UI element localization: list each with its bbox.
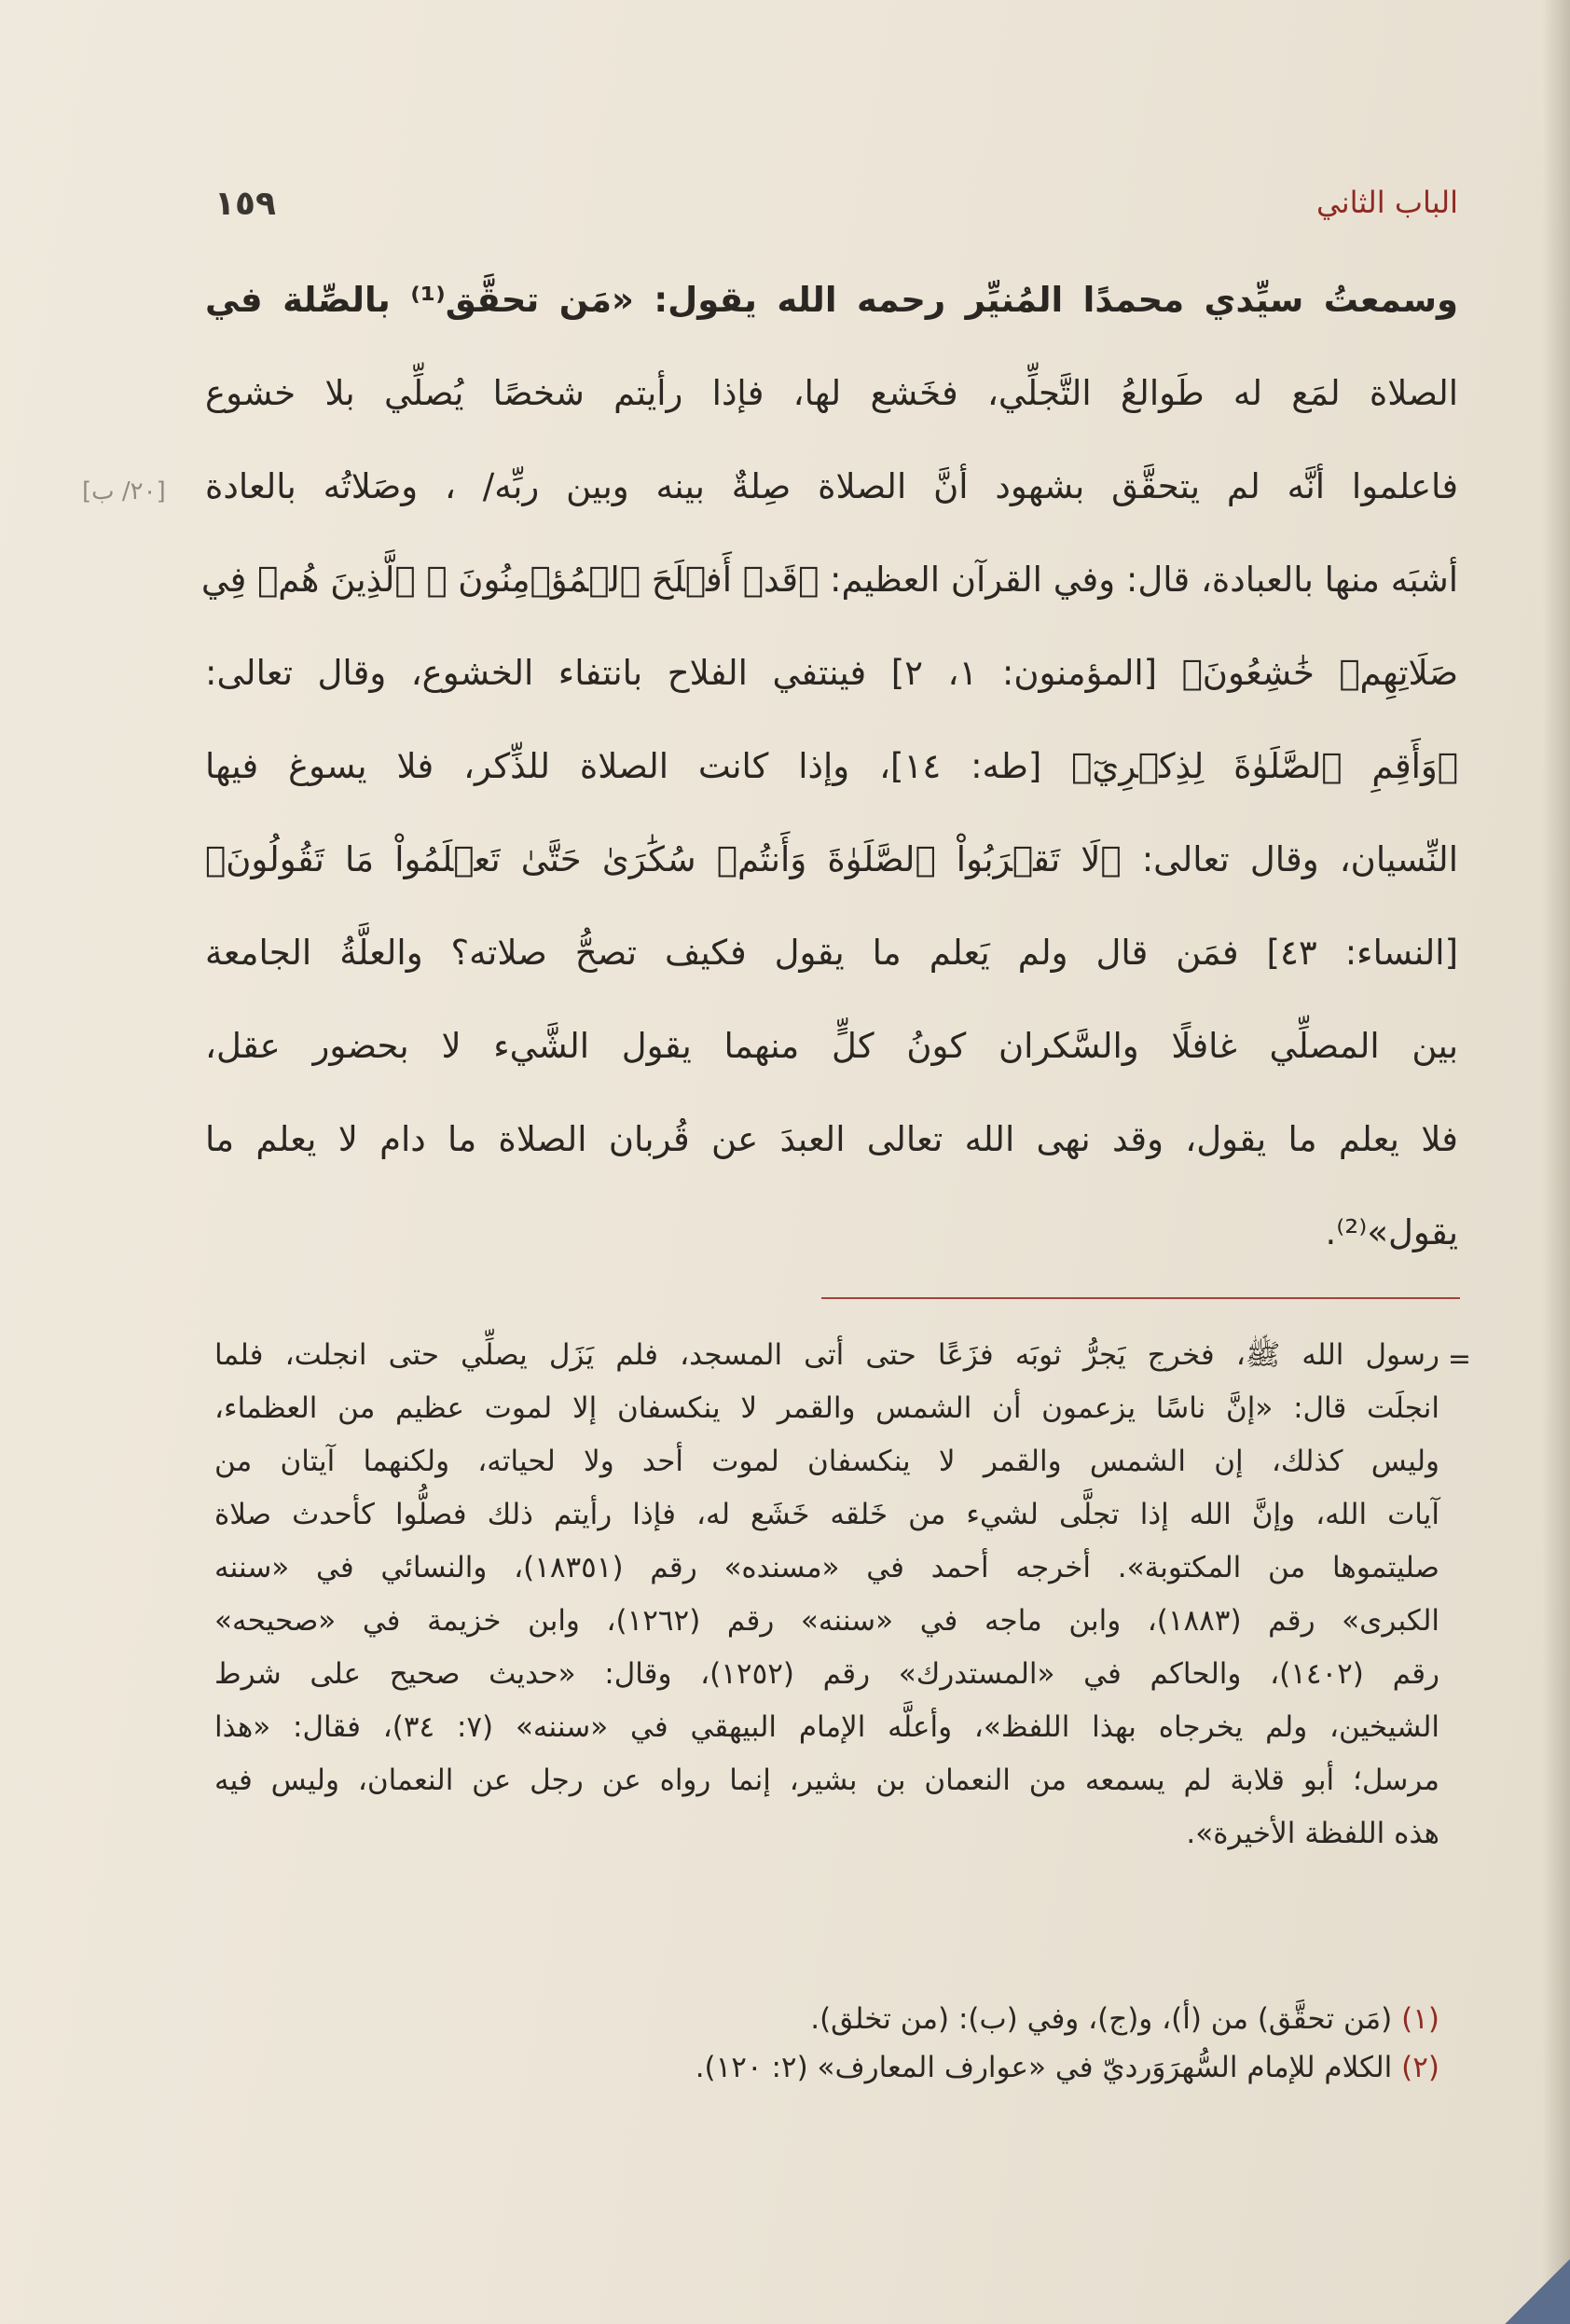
page-number: ١٥٩ bbox=[214, 185, 276, 223]
page-corner bbox=[1505, 2259, 1570, 2324]
footnote-text: الكلام للإمام السُّهرَوَرديّ في «عوارف المعارف» (٢: ١٢٠). bbox=[695, 2051, 1393, 2084]
footnote-line: مرسل؛ أبو قلابة لم يسمعه من النعمان بن بشير، إنما رواه عن رجل عن النعمان، وليس فيه bbox=[214, 1764, 1439, 1797]
main-text-line: فلا يعلم ما يقول، وقد نهى الله تعالى العبدَ عن قُربان الصلاة ما دام لا يعلم ما bbox=[205, 1119, 1458, 1159]
chapter-title: الباب الثاني bbox=[1316, 185, 1458, 220]
manuscript-folio-note: [٢٠/ ب] bbox=[82, 477, 166, 505]
main-text-line: النِّسيان، وقال تعالى: ﴿لَا تَقۡرَبُواْ ٱلصَّلَوٰةَ وَأَنتُمۡ سُكَٰرَىٰ حَتَّىٰ تَعۡلَمُواْ مَا تَقُولُونَ﴾ bbox=[205, 839, 1458, 879]
footnote-item bbox=[214, 1995, 1439, 2043]
footnote-line: رقم (١٤٠٢)، والحاكم في «المستدرك» رقم (١٢٥٢)، وقال: «حديث صحيح على شرط bbox=[214, 1657, 1439, 1691]
running-head bbox=[214, 185, 1458, 231]
footnote-line: رسول الله ﷺ، فخرج يَجرُّ ثوبَه فزَعًا حتى أتى المسجد، فلم يَزَل يصلِّي حتى انجلت، فلما bbox=[214, 1338, 1439, 1372]
footnote-continuation-mark: = bbox=[1447, 1343, 1471, 1376]
main-text-line: الصلاة لمَع له طَوالعُ التَّجلِّي، فخَشع لها، فإذا رأيتم شخصًا يُصلِّي بلا خشوع bbox=[205, 373, 1458, 413]
page-edge-shadow bbox=[1542, 0, 1570, 2324]
main-text-line: بين المصلِّي غافلًا والسَّكران كونُ كلٍّ منهما يقول الشَّيء لا بحضور عقل، bbox=[205, 1026, 1458, 1066]
footnote-line: صليتموها من المكتوبة». أخرجه أحمد في «مسنده» رقم (١٨٣٥١)، والنسائي في «سننه bbox=[214, 1551, 1439, 1584]
footnote-continuation bbox=[214, 1329, 1439, 1861]
main-text-line: وسمعتُ سيِّدي محمدًا المُنيِّر رحمه الله يقول: «مَن تحقَّق⁽¹⁾ بالصِّلة في bbox=[205, 280, 1459, 320]
main-text-line: فاعلموا أنَّه لم يتحقَّق بشهود أنَّ الصلاة صِلةٌ بينه وبين ربِّه/ ، وصَلاتُه بالعادة bbox=[205, 466, 1458, 506]
footnote-line: هذه اللفظة الأخيرة». bbox=[1186, 1817, 1439, 1850]
main-text-line: [النساء: ٤٣] فمَن قال ولم يَعلم ما يقول فكيف تصحُّ صلاته؟ والعلَّةُ الجامعة bbox=[205, 933, 1459, 973]
main-text-line: ﴿وَأَقِمِ ٱلصَّلَوٰةَ لِذِكۡرِيٓ﴾ [طه: ١٤]، وإذا كانت الصلاة للذِّكر، فلا يسوغ فيها bbox=[205, 746, 1458, 786]
footnote-number: (١) bbox=[1401, 2002, 1439, 2036]
main-text-line: يقول»⁽²⁾. bbox=[1325, 1212, 1458, 1252]
footnote-item bbox=[214, 2043, 1439, 2092]
main-text-line: أشبَه منها بالعبادة، قال: وفي القرآن العظيم: ﴿قَدۡ أَفۡلَحَ ٱلۡمُؤۡمِنُونَ ۞ ٱلَّذِينَ هُمۡ فِي bbox=[200, 560, 1458, 600]
main-text bbox=[200, 254, 1459, 1280]
main-text-line: صَلَاتِهِمۡ خَٰشِعُونَ﴾ [المؤمنون: ١، ٢] فينتفي الفلاح بانتفاء الخشوع، وقال تعالى: bbox=[205, 653, 1458, 693]
footnote-line: آيات الله، وإنَّ الله إذا تجلَّى لشيء من خَلقه خَشَع له، فإذا رأيتم ذلك فصلُّوا كأحدث صلاة bbox=[214, 1498, 1439, 1531]
footnote-text: (مَن تحقَّق) من (أ)، و(ج)، وفي (ب): (من تخلق). bbox=[810, 2002, 1393, 2036]
footnote-line: الكبرى» رقم (١٨٨٣)، وابن ماجه في «سننه» رقم (١٢٦٢)، وابن خزيمة في «صحيحه» bbox=[214, 1604, 1440, 1638]
footnote-line: وليس كذلك، إن الشمس والقمر لا ينكسفان لموت أحد ولا لحياته، ولكنهما آيتان من bbox=[214, 1445, 1439, 1478]
footnote-line: الشيخين، ولم يخرجاه بهذا اللفظ»، وأعلَّه الإمام البيهقي في «سننه» (٧: ٣٤)، فقال: «هذا bbox=[214, 1710, 1439, 1744]
footnote-separator bbox=[821, 1297, 1460, 1299]
footnote-line: انجلَت قال: «إنَّ ناسًا يزعمون أن الشمس والقمر لا ينكسفان إلا لموت عظيم من العظماء، bbox=[214, 1391, 1439, 1425]
footnote-number: (٢) bbox=[1401, 2051, 1439, 2084]
footnotes-list bbox=[214, 1995, 1439, 2092]
